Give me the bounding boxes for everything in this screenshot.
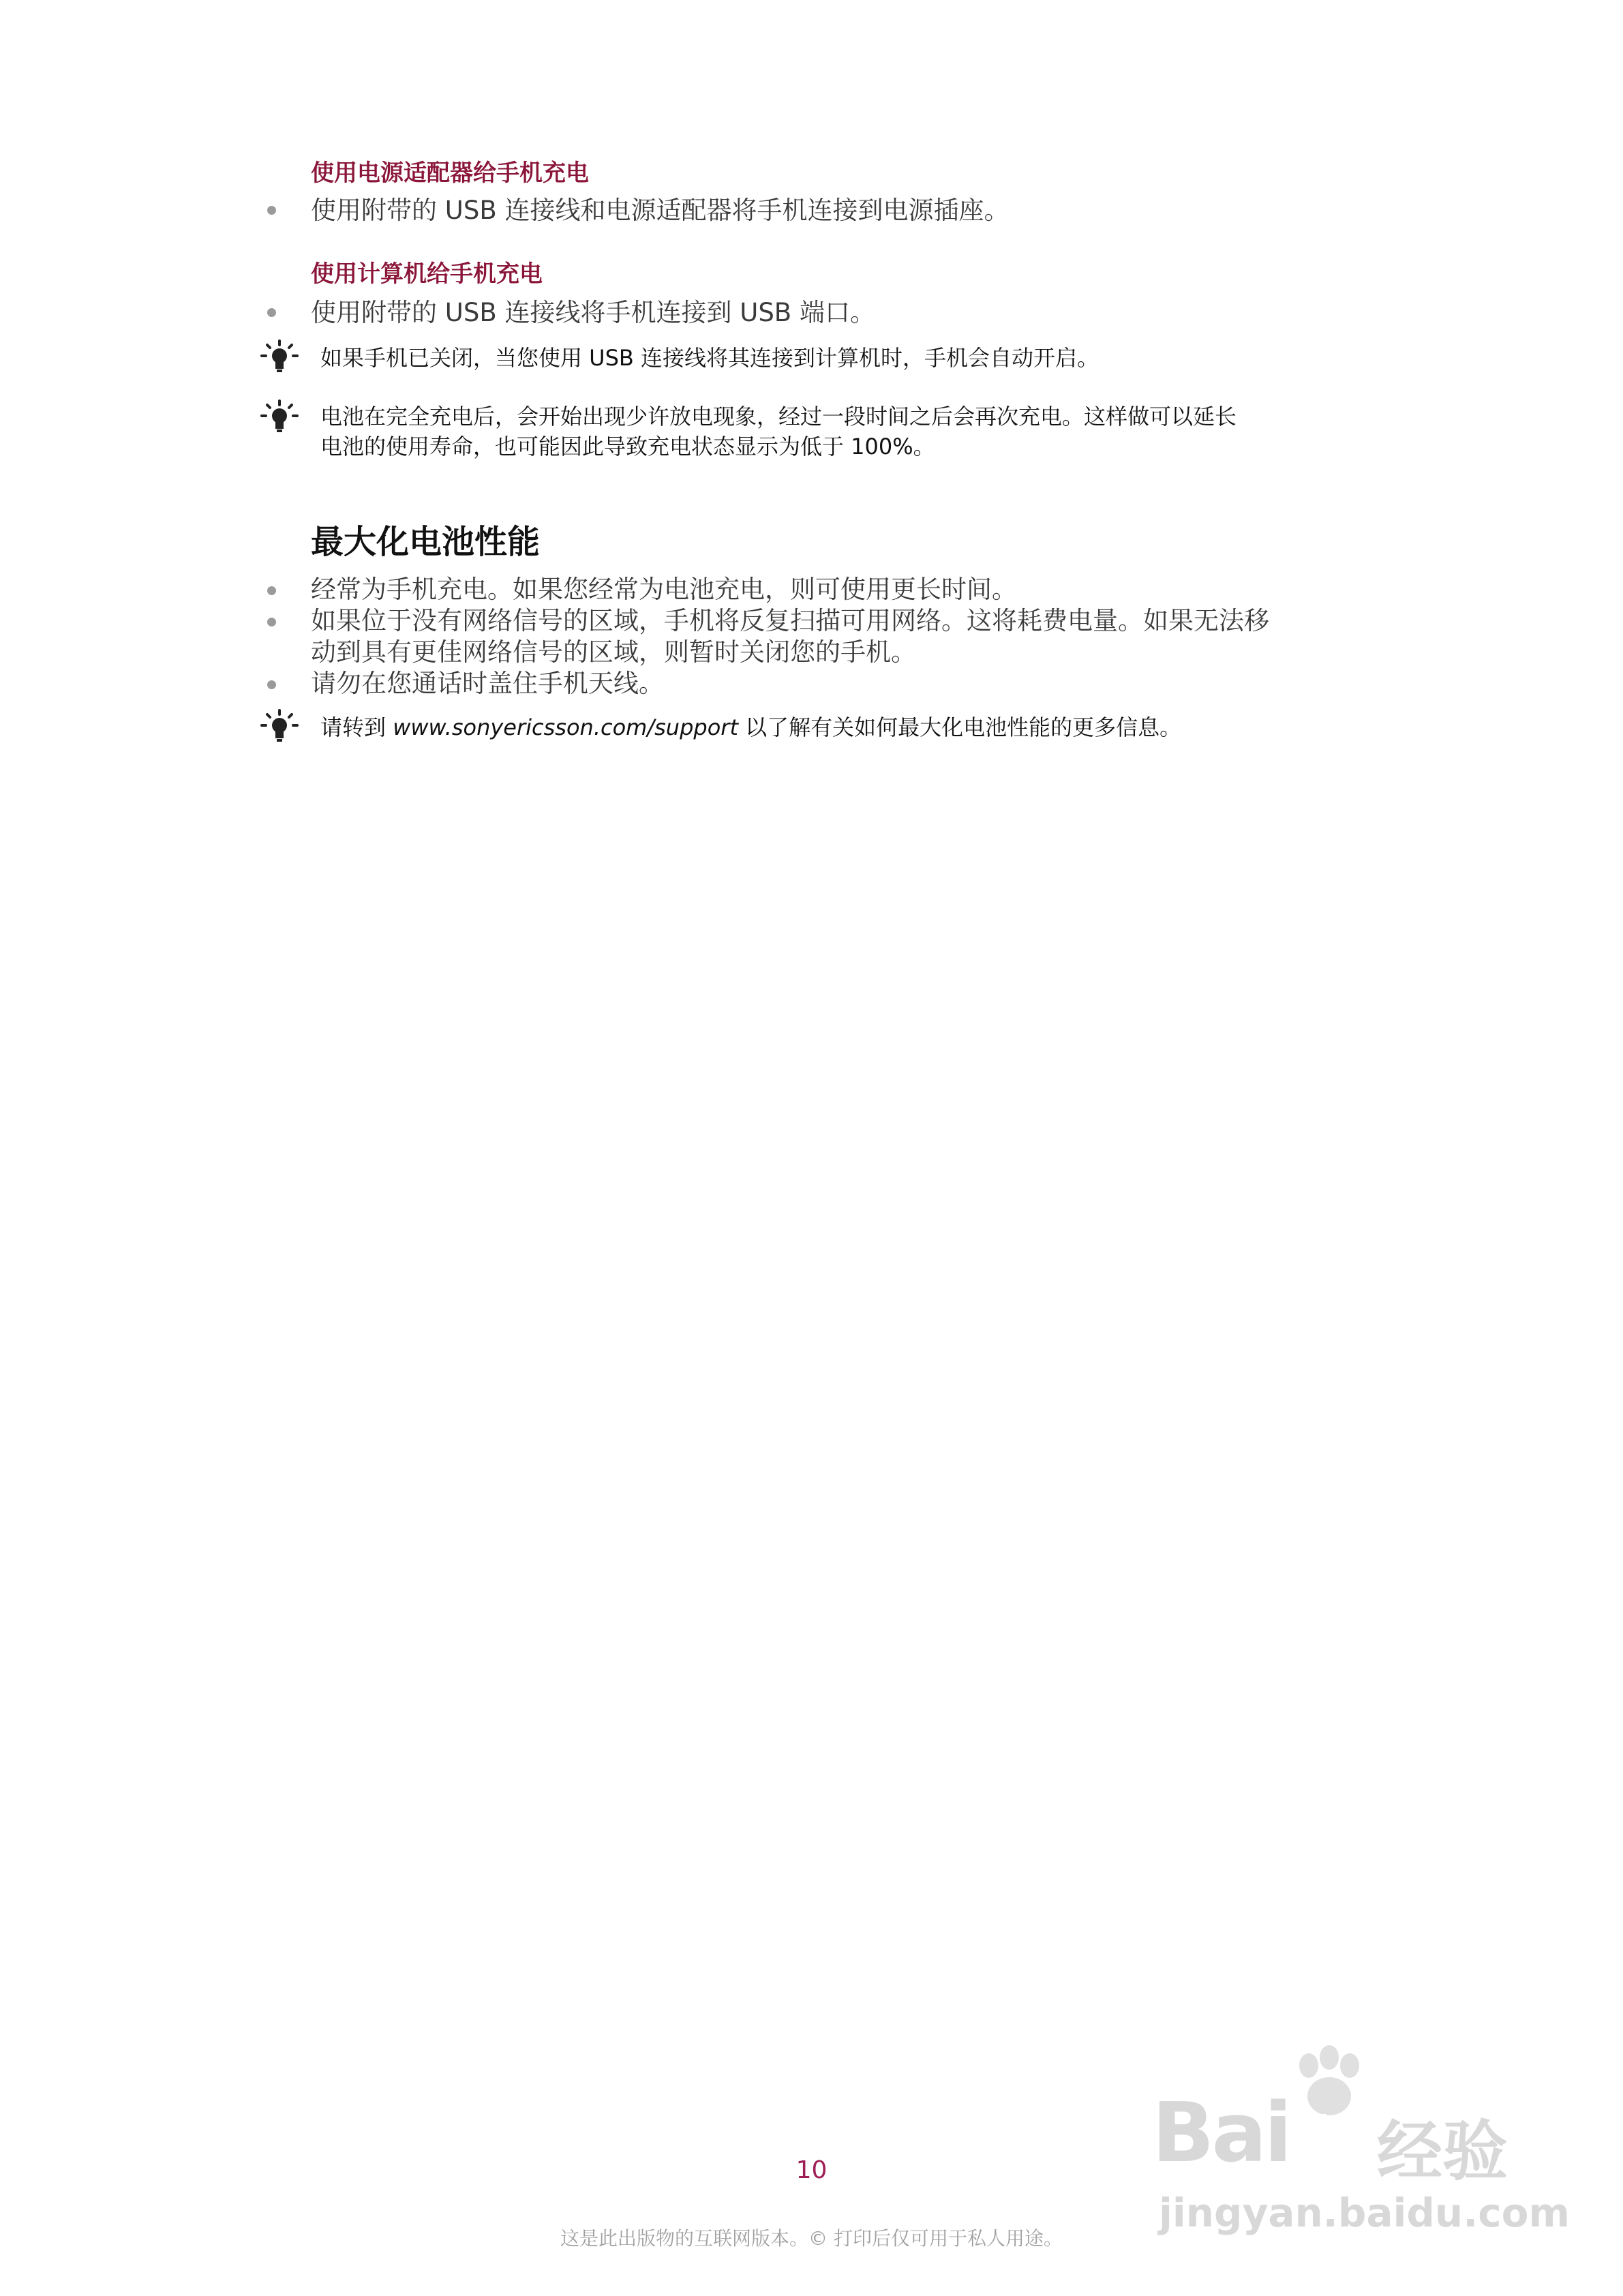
tip-support-suffix: 以了解有关如何最大化电池性能的更多信息。 <box>738 714 1182 740</box>
heading-charge-adapter: 使用电源适配器给手机充电 <box>311 160 589 187</box>
bullet-icon <box>267 680 276 689</box>
bullet-icon <box>267 206 276 215</box>
lightbulb-tip-icon <box>259 709 300 744</box>
watermark-url: jingyan.baidu.com <box>1159 2190 1570 2236</box>
footer-note: 这是此出版物的互联网版本。© 打印后仅可用于私人用途。 <box>560 2227 1063 2250</box>
bullet-icon <box>267 618 276 626</box>
tip-support-link <box>320 712 1181 743</box>
watermark-brand: Bai <box>1152 2086 1290 2181</box>
bullet-charge-adapter: 使用附带的 USB 连接线和电源适配器将手机连接到电源插座。 <box>311 196 1010 225</box>
bullet-antenna: 请勿在您通话时盖住手机天线。 <box>311 669 664 698</box>
baidu-jingyan-watermark <box>1152 2045 1570 2250</box>
lightbulb-tip-icon <box>259 399 300 435</box>
heading-maximize-battery: 最大化电池性能 <box>311 523 541 561</box>
page-number: 10 <box>795 2156 828 2184</box>
bullet-no-signal-line1: 如果位于没有网络信号的区域，手机将反复扫描可用网络。这将耗费电量。如果无法移 <box>311 606 1269 635</box>
bullet-charge-computer: 使用附带的 USB 连接线将手机连接到 USB 端口。 <box>311 298 875 327</box>
heading-charge-computer: 使用计算机给手机充电 <box>311 260 543 288</box>
bullet-icon <box>267 586 276 595</box>
tip-support-prefix: 请转到 <box>320 714 393 740</box>
support-url-link[interactable]: www.sonyericsson.com/support <box>393 714 738 740</box>
bullet-no-signal-line2: 动到具有更佳网络信号的区域，则暂时关闭您的手机。 <box>311 637 916 667</box>
tip-battery-discharge-line1: 电池在完全充电后，会开始出现少许放电现象，经过一段时间之后会再次充电。这样做可以延长 <box>320 404 1237 429</box>
bullet-icon <box>267 308 276 317</box>
tip-auto-power-on: 如果手机已关闭，当您使用 USB 连接线将其连接到计算机时，手机会自动开启。 <box>320 345 1099 371</box>
lightbulb-tip-icon <box>259 339 300 375</box>
bullet-charge-often: 经常为手机充电。如果您经常为电池充电，则可使用更长时间。 <box>311 575 1017 604</box>
watermark-cn: 经验 <box>1377 2113 1508 2190</box>
tip-battery-discharge-line2: 电池的使用寿命，也可能因此导致充电状态显示为低于 100%。 <box>320 434 935 459</box>
watermark-brand-du: du <box>1292 2105 1370 2169</box>
